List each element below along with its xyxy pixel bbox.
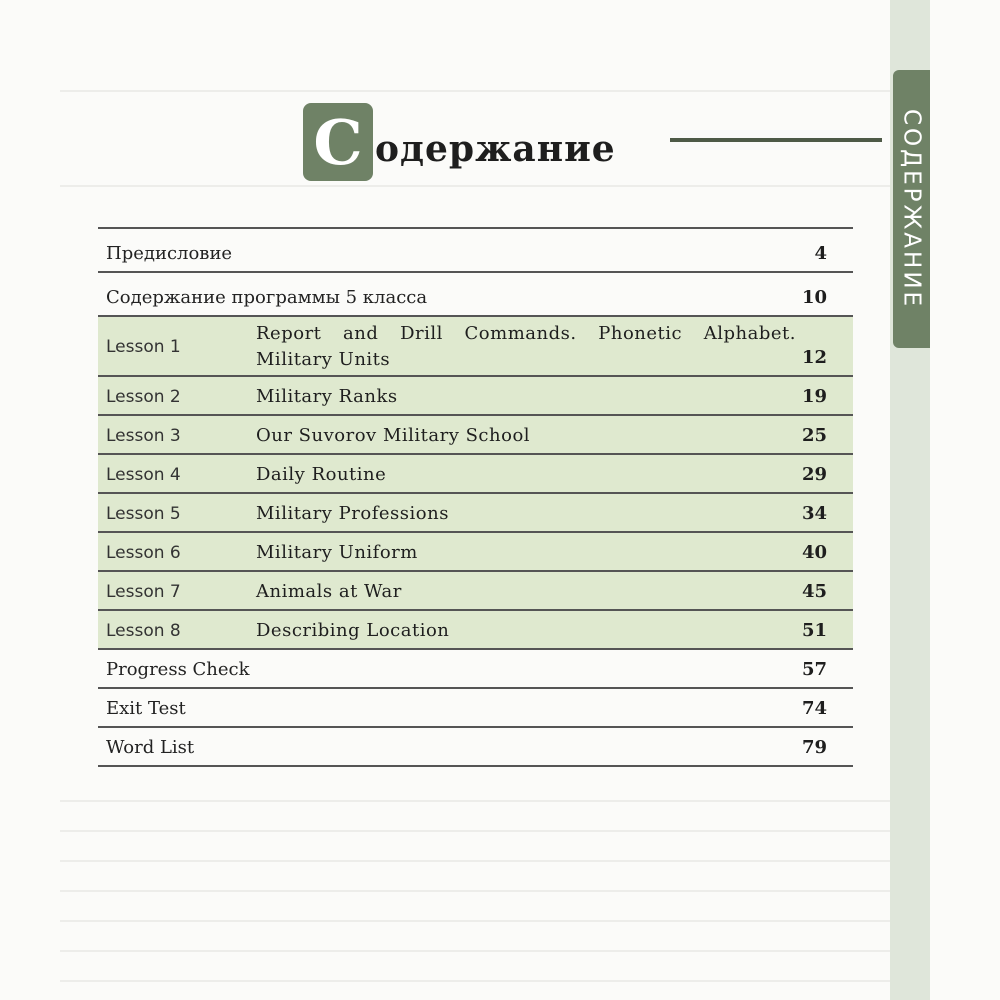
- page-title: [303, 102, 616, 182]
- toc-page-number: 57: [801, 659, 827, 680]
- toc-row: [98, 728, 853, 767]
- toc-row: [98, 227, 853, 273]
- lesson-number: Lesson 8: [106, 621, 181, 641]
- toc-page-number: 29: [801, 464, 827, 485]
- toc-page-number: 4: [814, 243, 827, 264]
- toc-page-number: 79: [801, 737, 827, 758]
- toc-page-number: 51: [801, 620, 827, 641]
- toc-lesson-row: [98, 611, 853, 650]
- toc-page-number: 12: [801, 347, 827, 368]
- table-of-contents: [98, 227, 853, 767]
- lesson-number: Lesson 7: [106, 582, 181, 602]
- toc-row: [98, 689, 853, 728]
- lesson-title: Military Uniform: [256, 542, 418, 563]
- side-tab-label: СОДЕРЖАНИЕ: [898, 108, 925, 310]
- toc-page-number: 45: [801, 581, 827, 602]
- section-side-tab: [893, 70, 930, 348]
- toc-page-number: 40: [801, 542, 827, 563]
- lesson-title: Animals at War: [256, 581, 402, 602]
- title-rule: [670, 138, 882, 142]
- lesson-number: Lesson 5: [106, 504, 181, 524]
- toc-page-number: 19: [801, 386, 827, 407]
- toc-lesson-row: [98, 455, 853, 494]
- toc-entry-label: Содержание программы 5 класса: [106, 287, 428, 308]
- toc-entry-label: Progress Check: [106, 659, 250, 680]
- toc-page-number: 25: [801, 425, 827, 446]
- lesson-number: Lesson 1: [106, 337, 181, 357]
- toc-page-number: 10: [801, 287, 827, 308]
- lesson-title: Describing Location: [256, 620, 450, 641]
- toc-lesson-row: [98, 377, 853, 416]
- toc-entry-label: Предисловие: [106, 243, 233, 264]
- lesson-title: Military Professions: [256, 503, 449, 524]
- toc-row: [98, 650, 853, 689]
- lesson-title: Military Ranks: [256, 386, 398, 407]
- lesson-number: Lesson 3: [106, 426, 181, 446]
- lesson-number: Lesson 6: [106, 543, 181, 563]
- toc-entry-label: Exit Test: [106, 698, 186, 719]
- toc-page-number: 34: [801, 503, 827, 524]
- toc-lesson-row: [98, 533, 853, 572]
- lesson-number: Lesson 4: [106, 465, 181, 485]
- lesson-title: Our Suvorov Military School: [256, 425, 531, 446]
- lesson-title: Daily Routine: [256, 464, 387, 485]
- lesson-number: Lesson 2: [106, 387, 181, 407]
- title-text: одержание: [375, 128, 616, 170]
- toc-entry-label: Word List: [106, 737, 195, 758]
- toc-row: [98, 273, 853, 317]
- title-initial-letter: С: [303, 103, 373, 181]
- toc-lesson-row: [98, 416, 853, 455]
- toc-lesson-row: [98, 494, 853, 533]
- toc-page-number: 74: [801, 698, 827, 719]
- toc-lesson-row: [98, 572, 853, 611]
- toc-lesson-row: [98, 317, 853, 377]
- lesson-title: Report and Drill Commands. Phonetic Alphabet. Military Units: [256, 323, 796, 370]
